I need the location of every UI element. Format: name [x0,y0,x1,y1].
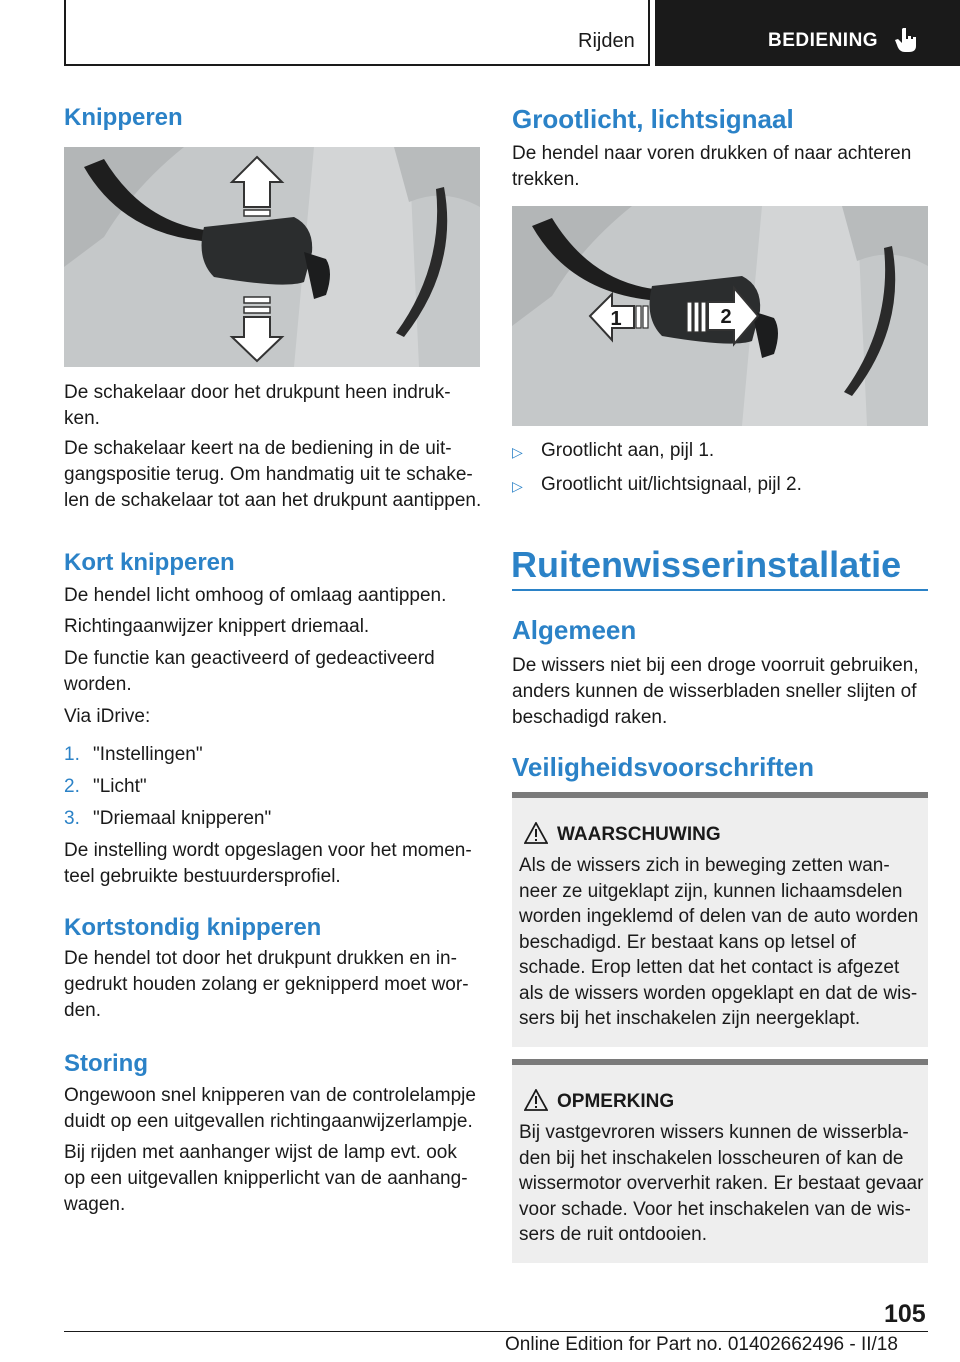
kort-paragraph-2: Richtingaanwijzer knippert driemaal. [64,616,370,637]
bullet-text: Grootlicht aan, pijl 1. [541,440,715,461]
section-label: BEDIENING [768,30,879,51]
high-beam-lever-image [512,206,928,426]
step-text: "Licht" [93,776,147,797]
warning-text: Als de wissers zich in beweging zetten wan- neer ze uitgeklapt zijn, kunnen lichaamsdelen worden ingeklemd of delen van de auto worden beschadigd. Er bestaat kans op letsel of schade. Erop letten dat het contact is afgezet als de wissers worden opgeklapt en dat de wis- sers bij het inschakelen zijn neergeklapt. [519,855,919,1029]
kort-paragraph-5: De instelling wordt opgeslagen voor het momen- teel gebruikte bestuurdersprofiel. [64,840,472,887]
footer-edition: Online Edition for Part no. 01402662496 - II/18 [505,1334,898,1355]
notice-box [512,1059,928,1263]
knipperen-paragraph-1: De schakelaar door het drukpunt heen indruk- ken. [64,382,451,429]
kort-paragraph-3: De functie kan geactiveerd of gedeactiveerd worden. [64,648,435,695]
kort-paragraph-4: Via iDrive: [64,706,151,727]
kort-paragraph-1: De hendel licht omhoog of omlaag aantippen. [64,585,447,606]
notice-heading: OPMERKING [557,1091,675,1112]
step-number: 3. [64,808,80,829]
header-frame [64,0,650,66]
section-title-kortstondig: Kortstondig knipperen [64,914,322,941]
section-title-veiligheid: Veiligheidsvoorschriften [512,752,814,782]
notice-text: Bij vastgevroren wissers kunnen de wisserbla- den bij het inschakelen losscheuren of kan de wissermotor oververhit raken. Er bestaat gevaar voor schade. Voor het inschakelen van de wis- sers de ruit ontdooien. [519,1122,924,1245]
chapter-label: Rijden [578,30,635,52]
step-text: "Instellingen" [93,744,203,765]
knipperen-paragraph-2: De schakelaar keert na de bediening in de uit- gangspositie terug. Om handmatig uit te schake- len de schakelaar tot aan het drukpunt aantippen. [64,438,482,511]
chapter-title-ruitenwisser: Ruitenwisserinstallatie [511,544,902,585]
step-number: 2. [64,776,80,797]
grootlicht-paragraph: De hendel naar voren drukken of naar achteren trekken. [512,143,912,190]
kortstondig-paragraph: De hendel tot door het drukpunt drukken en in- gedrukt houden zolang er geknipperd moet wor- den. [64,948,469,1021]
bullet-triangle-icon: ▷ [512,444,523,460]
section-title-kort-knipperen: Kort knipperen [64,549,235,576]
section-title-knipperen: Knipperen [64,104,183,131]
bullet-triangle-icon: ▷ [512,478,523,494]
bullet-text: Grootlicht uit/lichtsignaal, pijl 2. [541,474,802,495]
step-number: 1. [64,744,80,765]
hand-pointer-icon [894,26,920,54]
section-title-algemeen: Algemeen [512,615,637,645]
page-number: 105 [884,1300,926,1328]
section-title-storing: Storing [64,1050,148,1077]
algemeen-paragraph: De wissers niet bij een droge voorruit gebruiken, anders kunnen de wisserbladen sneller slijten of beschadigd raken. [512,655,919,728]
arrow-2-label: 2 [720,306,732,328]
arrow-1-label: 1 [610,308,622,330]
storing-paragraph-2: Bij rijden met aanhanger wijst de lamp evt. ook op een uitgevallen knipperlicht van de aanhang- wagen. [64,1142,468,1215]
warning-box [512,792,928,1047]
step-text: "Driemaal knipperen" [93,808,272,829]
turn-signal-lever-image [64,147,480,367]
storing-paragraph-1: Ongewoon snel knipperen van de controlelampje duidt op een uitgevallen richtingaanwijzerlampje. [64,1085,476,1132]
section-title-grootlicht: Grootlicht, lichtsignaal [512,104,794,134]
chapter-underline [512,589,928,591]
footer-rule [64,1331,928,1332]
notice-triangle-icon [524,1089,548,1111]
warning-heading: WAARSCHUWING [557,824,721,845]
warning-triangle-icon [524,822,548,844]
